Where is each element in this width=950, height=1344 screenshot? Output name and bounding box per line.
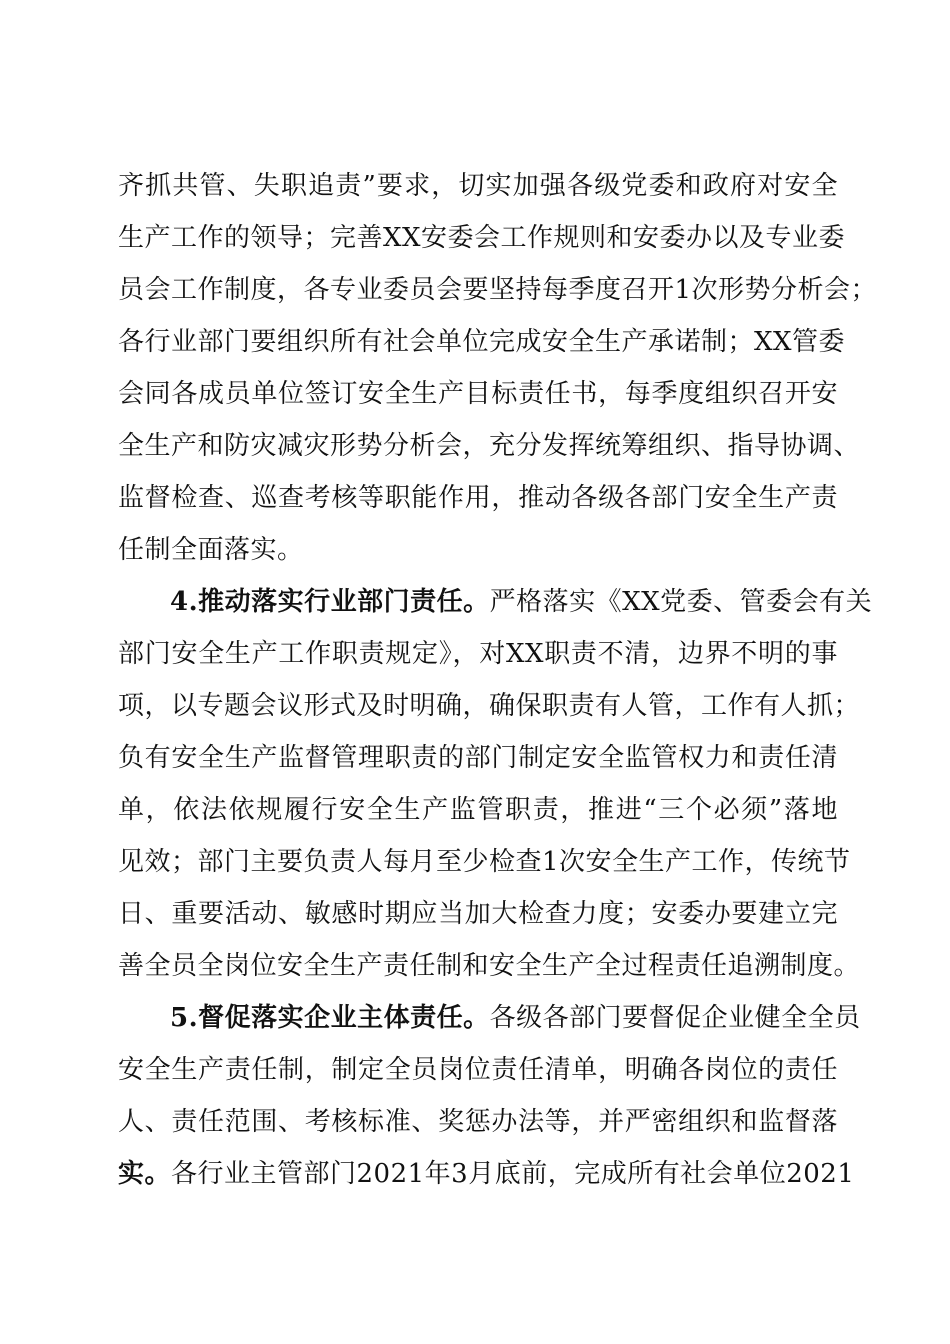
text-line: 日、重要活动、敏感时期应当加大检查力度；安委办要建立完 <box>118 899 838 929</box>
text-line: 员会工作制度，各专业委员会要坚持每季度召开1次形势分析会； <box>118 275 878 305</box>
text-line: 善全员全岗位安全生产责任制和安全生产全过程责任追溯制度。 <box>118 951 861 981</box>
paragraph-5-heading: 5.督促落实企业主体责任。 <box>170 1003 490 1033</box>
text-line: 部门安全生产工作职责规定》，对XX职责不清，边界不明的事 <box>118 639 838 669</box>
text-line: 负有安全生产监督管理职责的部门制定安全监管权力和责任清 <box>118 743 838 773</box>
paragraph-5-text: 各级各部门要督促企业健全全员 <box>489 1003 861 1033</box>
paragraph-5-text: 各行业主管部门2021年3月底前，完成所有社会单位2021 <box>171 1159 855 1189</box>
paragraph-4-text: 严格落实《XX党委、管委会有关 <box>489 587 873 617</box>
text-line: 项，以专题会议形式及时明确，确保职责有人管，工作有人抓； <box>118 691 861 721</box>
text-line: 任制全面落实。 <box>118 535 304 565</box>
document-body <box>118 160 878 1200</box>
text-line: 全生产和防灾减灾形势分析会，充分发挥统筹组织、指导协调、 <box>118 431 861 461</box>
text-line: 安全生产责任制，制定全员岗位责任清单，明确各岗位的责任 <box>118 1055 838 1085</box>
text-line: 生产工作的领导；完善XX安委会工作规则和安委办以及专业委 <box>118 223 846 253</box>
paragraph-4-first-line <box>118 576 873 628</box>
paragraph-5-last-line <box>118 1148 855 1200</box>
text-line: 监督检查、巡查考核等职能作用，推动各级各部门安全生产责 <box>118 483 838 513</box>
paragraph-4-heading: 4.推动落实行业部门责任。 <box>170 587 490 617</box>
text-line: 各行业部门要组织所有社会单位完成安全生产承诺制；XX管委 <box>118 327 846 357</box>
paragraph-5-first-line <box>118 992 861 1044</box>
text-line: 单，依法依规履行安全生产监管职责，推进“三个必须”落地 <box>118 795 838 825</box>
text-line: 齐抓共管、失职追责”要求，切实加强各级党委和政府对安全 <box>118 171 838 201</box>
text-line: 会同各成员单位签订安全生产目标责任书，每季度组织召开安 <box>118 379 838 409</box>
text-line: 人、责任范围、考核标准、奖惩办法等，并严密组织和监督落 <box>118 1107 838 1137</box>
paragraph-5-bold-fragment: 实。 <box>118 1159 172 1189</box>
text-line: 见效；部门主要负责人每月至少检查1次安全生产工作，传统节 <box>118 847 851 877</box>
